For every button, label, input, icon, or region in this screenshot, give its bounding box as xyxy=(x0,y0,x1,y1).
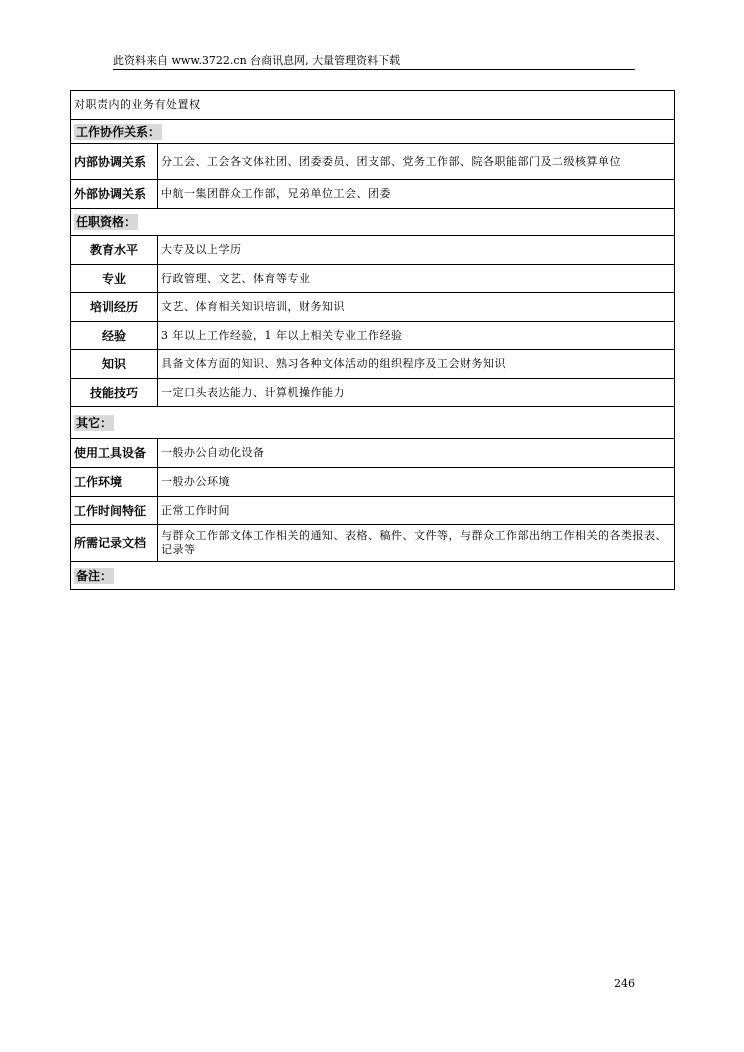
row-label: 专业 xyxy=(71,265,158,293)
row-label: 工作环境 xyxy=(71,468,158,497)
row-value: 文艺、体育相关知识培训，财务知识 xyxy=(158,293,675,322)
table-row xyxy=(71,236,675,265)
table-row xyxy=(71,144,675,180)
table-row xyxy=(71,525,675,562)
row-label: 外部协调关系 xyxy=(71,180,158,209)
section-title-collab: 工作协作关系： xyxy=(76,124,161,139)
table-row xyxy=(71,379,675,407)
row-value: 行政管理、文艺、体育等专业 xyxy=(158,265,675,293)
row-label: 技能技巧 xyxy=(71,379,158,407)
row-label: 内部协调关系 xyxy=(71,144,158,180)
section-title-remarks: 备注： xyxy=(76,568,113,583)
row-label: 工作时间特征 xyxy=(71,497,158,525)
row-value: 3 年以上工作经验，1 年以上相关专业工作经验 xyxy=(158,322,675,350)
row-value: 分工会、工会各文体社团、团委委员、团支部、党务工作部、院各职能部门及二级核算单位 xyxy=(158,144,675,180)
page-header: 此资料来自 www.3722.cn 台商讯息网, 大量管理资料下载 xyxy=(113,53,635,70)
row-label: 所需记录文档 xyxy=(71,525,158,562)
authority-row xyxy=(71,91,675,120)
authority-text: 对职责内的业务有处置权 xyxy=(71,91,675,120)
section-row-other xyxy=(71,407,675,439)
row-value: 大专及以上学历 xyxy=(158,236,675,265)
row-label: 培训经历 xyxy=(71,293,158,322)
table-row xyxy=(71,180,675,209)
row-value: 中航一集团群众工作部，兄弟单位工会、团委 xyxy=(158,180,675,209)
section-row-collab xyxy=(71,120,675,144)
job-description-table xyxy=(70,90,675,590)
row-value: 与群众工作部文体工作相关的通知、表格、稿件、文件等，与群众工作部出纳工作相关的各类报表、记录等 xyxy=(158,525,675,562)
row-label: 经验 xyxy=(71,322,158,350)
row-value: 具备文体方面的知识、熟习各种文体活动的组织程序及工会财务知识 xyxy=(158,350,675,379)
section-title-qualify: 任职资格： xyxy=(76,215,137,229)
row-label: 使用工具设备 xyxy=(71,439,158,468)
row-value: 一般办公环境 xyxy=(158,468,675,497)
row-value: 正常工作时间 xyxy=(158,497,675,525)
page-number: 246 xyxy=(614,977,635,990)
row-label: 知识 xyxy=(71,350,158,379)
table-row xyxy=(71,265,675,293)
row-value: 一定口头表达能力、计算机操作能力 xyxy=(158,379,675,407)
section-row-remarks xyxy=(71,562,675,590)
table-row xyxy=(71,468,675,497)
table-row xyxy=(71,322,675,350)
table-row xyxy=(71,293,675,322)
table-row xyxy=(71,439,675,468)
table-row xyxy=(71,497,675,525)
section-title-other: 其它： xyxy=(76,415,113,430)
row-label: 教育水平 xyxy=(71,236,158,265)
row-value: 一般办公自动化设备 xyxy=(158,439,675,468)
table-row xyxy=(71,350,675,379)
section-row-qualify xyxy=(71,209,675,236)
